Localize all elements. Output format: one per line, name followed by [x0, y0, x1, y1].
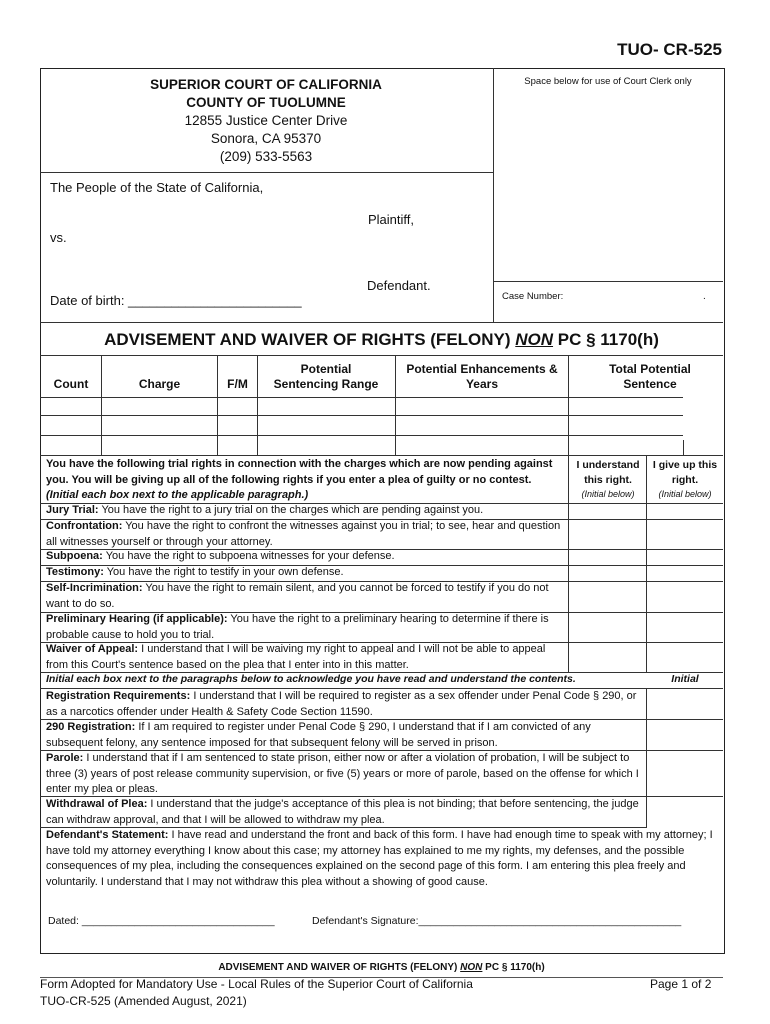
plaintiff-label: Plaintiff, [368, 212, 415, 227]
clerk-divider [493, 68, 494, 322]
subpoena-understand-initial[interactable] [569, 550, 645, 564]
defendant-label: Defendant. [367, 278, 431, 293]
give-up-column-header: I give up this right. [652, 459, 718, 486]
header-total-sentence: Total Potential Sentence [609, 362, 691, 391]
header-count: Count [53, 377, 89, 391]
initial-column-header: Initial [671, 673, 699, 685]
acknowledge-instruction: Initial each box next to the paragraphs below to acknowledge you have read and understand the contents. [46, 673, 576, 685]
header-charge: Charge [138, 377, 181, 391]
form-title: ADVISEMENT AND WAIVER OF RIGHTS (FELONY) NON PC § 1170(h) [104, 330, 659, 349]
subpoena-give-up-initial[interactable] [647, 550, 722, 564]
people-caption: The People of the State of California, [50, 180, 264, 195]
table-col-line [683, 440, 684, 455]
court-name: SUPERIOR COURT OF CALIFORNIA [150, 77, 382, 92]
table-bottom [40, 455, 723, 456]
jury-trial-understand-initial[interactable] [569, 504, 645, 518]
defendant-statement: Defendant's Statement: I have read and understand the front and back of this form. I have had enough time to speak with my attorney; I have told my attorney everything I know about this case; my attorney has explained to me my rights, my defenses, and the possible consequences of my plea, including the consequences explained on the second page of this form. I am entering this plea freely and voluntarily. I understand that I may not withdraw this plea without a showing of good cause. [46, 829, 713, 888]
preliminary-hearing-give-up-initial[interactable] [647, 613, 722, 641]
confrontation-give-up-initial[interactable] [647, 520, 722, 548]
right-preliminary-hearing: Preliminary Hearing (if applicable): You have the right to a preliminary hearing to determine if there is probable cause to hold you to trial. [46, 613, 549, 641]
understand-column-header: I understand this right. [576, 459, 640, 486]
registration-290-initial[interactable] [647, 720, 722, 749]
right-waiver-of-appeal: Waiver of Appeal: I understand that I will be waiving my right to appeal and I will not be able to appeal from this Court's sentence based on the plea that I enter into in this matter. [46, 643, 546, 671]
footer-title: ADVISEMENT AND WAIVER OF RIGHTS (FELONY) NON PC § 1170(h) [218, 962, 545, 973]
right-subpoena: Subpoena: You have the right to subpoena witnesses for your defense. [46, 550, 395, 562]
court-county: COUNTY OF TUOLUMNE [186, 95, 346, 110]
form-number: TUO- CR-525 [617, 40, 722, 59]
withdrawal-of-plea: Withdrawal of Plea: I understand that the judge's acceptance of this plea is not binding; that before sentencing, the judge can withdraw approval, and that I will be allowed to withdraw my plea. [46, 798, 639, 826]
charge-row-2[interactable] [41, 416, 683, 434]
form-amended-note: TUO-CR-525 (Amended August, 2021) [40, 994, 247, 1008]
table-top [40, 355, 723, 356]
jury-trial-give-up-initial[interactable] [647, 504, 722, 518]
self-incrimination-understand-initial[interactable] [569, 582, 645, 611]
rights-intro: You have the following trial rights in connection with the charges which are now pending against you. You will be giving up all of the following rights if you enter a plea of guilty or no contest. (Initial each box next to the applicable paragraph.) [46, 458, 553, 501]
self-incrimination-give-up-initial[interactable] [647, 582, 722, 611]
date-of-birth-field[interactable]: Date of birth: ________________________ [50, 293, 302, 308]
court-address1: 12855 Justice Center Drive [184, 113, 348, 128]
charge-row-3[interactable] [41, 436, 683, 454]
case-number-field[interactable] [570, 292, 700, 306]
charge-row-1[interactable] [41, 398, 683, 414]
right-testimony: Testimony: You have the right to testify in your own defense. [46, 566, 344, 578]
understand-initial-note: (Initial below) [581, 489, 635, 499]
court-divider [40, 172, 493, 173]
caption-divider [40, 322, 723, 323]
registration-requirements-initial[interactable] [647, 689, 722, 718]
case-number-label: Case Number: [502, 291, 564, 302]
right-jury-trial: Jury Trial: You have the right to a jury trial on the charges which are pending against you. [46, 504, 484, 516]
waiver-of-appeal-give-up-initial[interactable] [647, 643, 722, 671]
defendant-signature-field[interactable]: Defendant's Signature:_____________________________________________ [312, 915, 682, 927]
header-fm: F/M [227, 377, 248, 391]
dated-field[interactable]: Dated: _________________________________ [48, 915, 275, 927]
give-up-initial-note: (Initial below) [658, 489, 712, 499]
preliminary-hearing-understand-initial[interactable] [569, 613, 645, 641]
withdrawal-of-plea-initial[interactable] [647, 797, 722, 826]
case-number-end: . [703, 291, 706, 302]
case-number-divider [493, 281, 723, 282]
court-phone: (209) 533-5563 [219, 149, 313, 164]
testimony-give-up-initial[interactable] [647, 566, 722, 580]
registration-requirements: Registration Requirements: I understand that I will be required to register as a sex offender under Penal Code § 290, or as a narcotics offender under Health & Safety Code Section 11590. [46, 690, 637, 718]
parole-paragraph: Parole: I understand that if I am sentenced to state prison, either now or after a violation of probation, I will be subject to three (3) years of post release community supervision, or five (5) years or more of parole, based on the offense for which I enter my plea or pleas. [46, 752, 639, 795]
right-self-incrimination: Self-Incrimination: You have the right to remain silent, and you cannot be forced to testify if you do not want to do so. [46, 582, 549, 610]
header-sentencing-range: Potential Sentencing Range [273, 362, 379, 391]
title-non: NON [515, 330, 554, 349]
header-enhancements: Potential Enhancements & Years [406, 362, 558, 391]
page-number: Page 1 of 2 [650, 977, 712, 991]
registration-290: 290 Registration: If I am required to register under Penal Code § 290, I understand that if I am convicted of any subsequent felony, any sentence imposed for that subsequent felony will be served in prison. [46, 721, 591, 749]
waiver-of-appeal-understand-initial[interactable] [569, 643, 645, 671]
right-confrontation: Confrontation: You have the right to confront the witnesses against you in trial; to see, hear and question all witnesses yourself or through your attorney. [46, 520, 561, 548]
court-address2: Sonora, CA 95370 [210, 131, 322, 146]
clerk-space-label: Space below for use of Court Clerk only [524, 76, 692, 87]
form-adopted-note: Form Adopted for Mandatory Use - Local Rules of the Superior Court of California [40, 977, 473, 991]
confrontation-understand-initial[interactable] [569, 520, 645, 548]
testimony-understand-initial[interactable] [569, 566, 645, 580]
vs-label: vs. [50, 230, 67, 245]
parole-initial[interactable] [647, 751, 722, 795]
